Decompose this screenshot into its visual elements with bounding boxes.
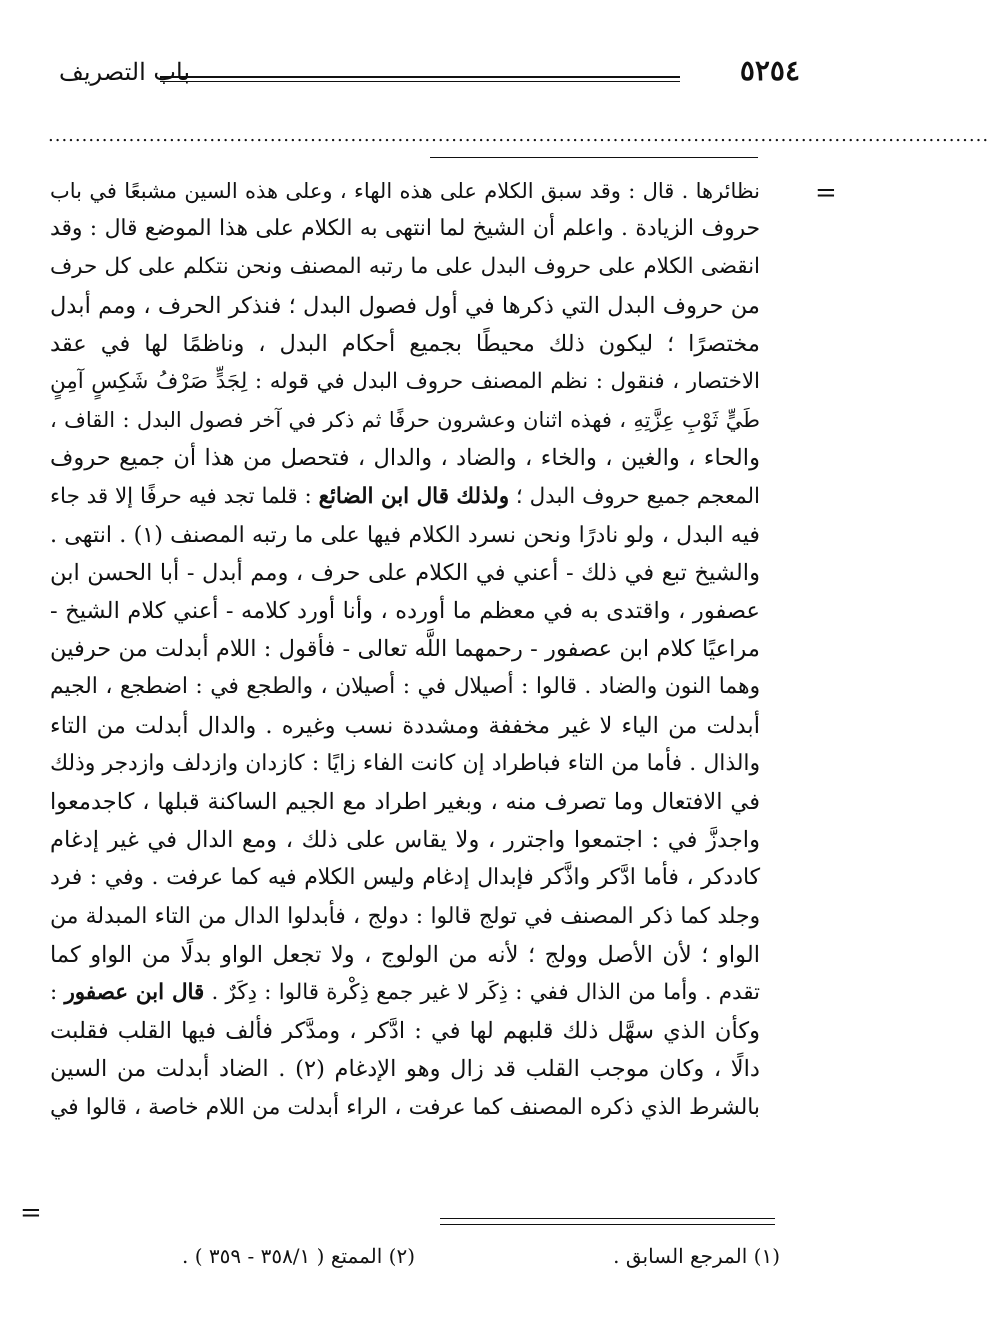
body-text-segment: :	[50, 979, 58, 1005]
body-line: وجلد كما ذكر المصنف في تولج قالوا : دولج ، فأبدلوا الدال من التاء المبدلة من	[50, 903, 760, 929]
body-text-segment: : قلما تجد فيه حرفًا إلا قد جاء	[50, 483, 312, 509]
body-line-with-bold	[50, 478, 760, 516]
body-text	[50, 172, 760, 1127]
bold-phrase: ولذلك قال ابن الضائع	[318, 483, 510, 509]
body-line: طَيٍّ ثَوْبِ عِزَّتِهِ ، فهذه اثنان وعشرون حرفًا ثم ذكر في آخر فصول البدل : القاف ،	[50, 408, 760, 433]
body-line: الواو ؛ لأن الأصل وولج ؛ لأنه من الولوج ، ولا تجعل الواو بدلًا من الواو كما	[50, 941, 760, 968]
body-line: من حروف البدل التي ذكرها في أول فصول البدل ؛ فنذكر الحرف ، ومم أبدل	[50, 292, 760, 319]
footnote-rule	[440, 1218, 775, 1219]
header-rule	[160, 76, 680, 78]
body-line: حروف الزيادة . واعلم أن الشيخ لما انتهى به الكلام على هذا الموضع قال : وقد	[50, 216, 760, 242]
header-rule-thin	[160, 81, 680, 82]
chapter-title: باب التصريف	[58, 58, 190, 86]
footnote-1: (١) المرجع السابق .	[613, 1244, 780, 1268]
body-line: مراعيًا كلام ابن عصفور - رحمهما اللَّه تعالى - فأقول : اللام أبدلت من حرفين	[50, 636, 760, 663]
continuation-mark-bottom: =	[20, 1198, 42, 1228]
body-text-segment: تقدم . وأما من الذال ففي : ذِكَر لا غير جمع ذِكْرة قالوا : دِكَرٌ .	[211, 979, 760, 1005]
continuation-mark-top: =	[815, 178, 837, 208]
body-line-with-bold	[50, 974, 760, 1012]
body-line: أبدلت من الياء لا غير مخففة ومشددة نسب وغيره . والدال أبدلت من التاء	[50, 712, 760, 739]
footnote-rule-second	[440, 1224, 775, 1225]
body-line: نظائرها . قال : وقد سبق الكلام على هذه الهاء ، وعلى هذه السين مشبعًا في باب	[50, 179, 760, 203]
separator-rule	[430, 157, 758, 158]
body-line: في الافتعال وما تصرف منه ، وبغير اطراد مع الجيم الساكنة قبلها ، كاجدمعوا	[50, 789, 760, 815]
body-line: عصفور ، واقتدى به في معظم ما أورده ، وأنا أورد كلامه - أعني كلام الشيخ -	[50, 598, 760, 625]
page-number: ٥٢٥٤	[739, 54, 800, 87]
body-line: واجدزَّ في : اجتمعوا واجترر ، ولا يقاس على ذلك ، ومع الدال في غير إدغام	[50, 827, 760, 854]
body-line: دالًا ، وكان موجب القلب قد زال وهو الإدغام (٢) . الضاد أبدلت من السين	[50, 1056, 760, 1083]
separator-dots: ............................................................................................................................................	[48, 125, 989, 146]
body-line: والشيخ تبع في ذلك - أعني في الكلام على حرف ، ومم أبدل - أبا الحسن ابن	[50, 559, 760, 586]
body-line: فيه البدل ، ولو نادرًا ونحن نسرد الكلام فيها على ما رتبه المصنف (١) . انتهى .	[50, 521, 760, 548]
body-line: انقضى الكلام على حروف البدل على ما رتبه المصنف ونحن نتكلم على كل حرف	[50, 254, 760, 280]
body-text-segment: المعجم جميع حروف البدل ؛	[515, 483, 760, 509]
bold-phrase: قال ابن عصفور	[64, 979, 205, 1005]
body-line: وهما النون والضاد . قالوا : أصيلال في : أصيلان ، والطجع في : اضطجع ، الجيم	[50, 674, 760, 700]
body-line: الاختصار ، فنقول : نظم المصنف حروف البدل في قوله : لِجَدٍّ صَرْفُ شَكِسٍ آمِنٍ	[50, 368, 760, 394]
body-line: والذال . فأما من التاء فباطراد إن كانت الفاء زايًا : كازدان وازدلف وازدجر وذلك	[50, 750, 760, 776]
body-line: وكأن الذي سهَّل ذلك قلبهم لها في : ادَّكر ، ومدَّكر فألف فيها القلب فقلبت	[50, 1018, 760, 1045]
body-line: كاددكر ، فأما ادَّكر واذَّكر فإبدال إدغام وليس الكلام فيه كما عرفت . وفي : فرد	[50, 865, 760, 891]
body-line: والحاء ، والغين ، والخاء ، والضاد ، والدال ، فتحصل من هذا أن جميع حروف	[50, 445, 760, 472]
footnote-2: (٢) الممتع ( ٣٥٨/١ - ٣٥٩ ) .	[181, 1244, 415, 1268]
body-line: بالشرط الذي ذكره المصنف كما عرفت ، الراء أبدلت من اللام خاصة ، قالوا في	[50, 1094, 760, 1120]
body-line: مختصرًا ؛ ليكون ذلك محيطًا بجميع أحكام البدل ، وناظمًا لها في عقد	[50, 330, 760, 357]
